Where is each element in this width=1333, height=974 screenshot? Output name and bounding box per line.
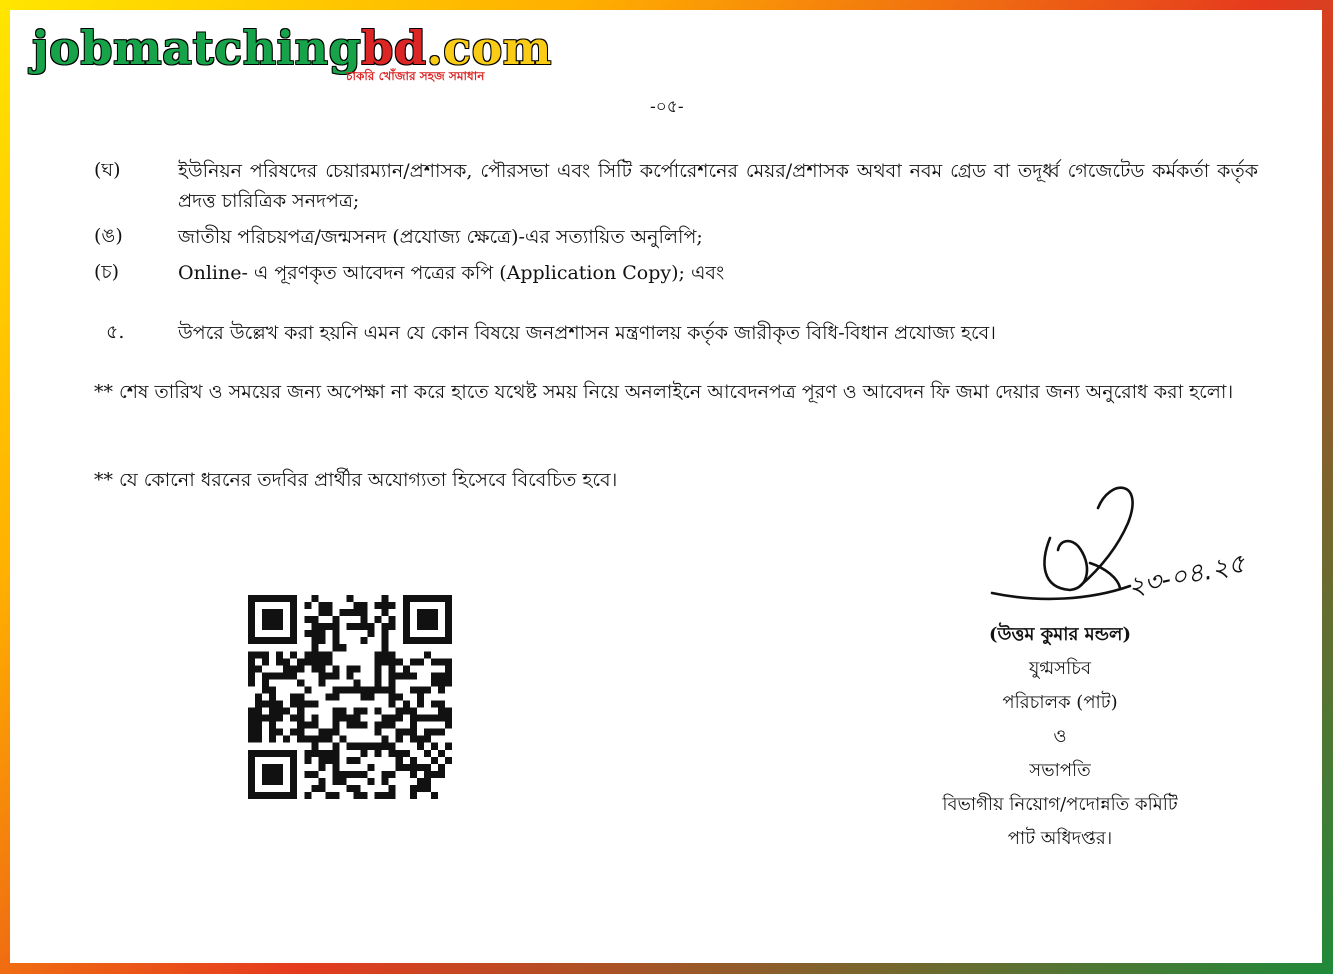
qr-code[interactable] — [248, 595, 452, 799]
signatory-designation: যুগ্মসচিব — [1028, 658, 1092, 679]
clause-marker: ৫. — [106, 321, 125, 343]
signatory-office: পাট অধিদপ্তর। — [1007, 828, 1113, 849]
page-number: -০৫- — [650, 97, 684, 117]
signature-date: ২৩-০৪.২৫ — [1125, 548, 1248, 603]
handwritten-signature — [980, 468, 1310, 618]
signatory-title: সভাপতি — [1029, 760, 1091, 781]
signatory-conjunction: ও — [1053, 726, 1067, 747]
signatory-committee: বিভাগীয় নিয়োগ/পদোন্নতি কমিটি — [942, 794, 1178, 815]
signatory-role: পরিচালক (পাট) — [1002, 692, 1118, 713]
document-page — [10, 10, 1322, 963]
clause-text: উপরে উল্লেখ করা হয়নি এমন যে কোন বিষয়ে জনপ্রশাসন মন্ত্রণালয় কর্তৃক জারীকৃত বিধি-বিধান প্রযোজ্য হবে। — [178, 322, 996, 344]
site-logo[interactable] — [32, 21, 552, 75]
item-text: ইউনিয়ন পরিষদের চেয়ারম্যান/প্রশাসক, পৌরসভা এবং সিটি কর্পোরেশনের মেয়র/প্রশাসক অথবা নবম গ্রেড বা তদূর্ধ্ব গেজেটেড কর্মকর্তা কর্তৃক প্রদত্ত চারিত্রিক সনদপত্র; — [178, 160, 1258, 212]
item-text: Online- এ পূরণকৃত আবেদন পত্রের কপি (Application Copy); এবং — [178, 262, 725, 284]
item-marker: (ঘ) — [94, 159, 121, 181]
signatory-name: (উত্তম কুমার মন্ডল) — [989, 624, 1131, 645]
signatory-block — [890, 618, 1230, 856]
item-marker: (ঙ) — [94, 225, 123, 247]
logo-wordmark: jobmatchingbd.com — [32, 21, 552, 75]
note-disqualification: ** যে কোনো ধরনের তদবির প্রার্থীর অযোগ্যতা হিসেবে বিবেচিত হবে। — [94, 469, 618, 491]
item-marker: (চ) — [94, 261, 120, 283]
note-deadline: ** শেষ তারিখ ও সময়ের জন্য অপেক্ষা না করে হাতে যথেষ্ট সময় নিয়ে অনলাইনে আবেদনপত্র পূরণ ও আবেদন ফি জমা দেয়ার জন্য অনুরোধ করা হলো। — [94, 381, 1234, 403]
logo-tagline: চাকরি খোঁজার সহজ সমাধান — [346, 69, 485, 83]
item-text: জাতীয় পরিচয়পত্র/জন্মসনদ (প্রযোজ্য ক্ষেত্রে)-এর সত্যায়িত অনুলিপি; — [178, 226, 703, 248]
